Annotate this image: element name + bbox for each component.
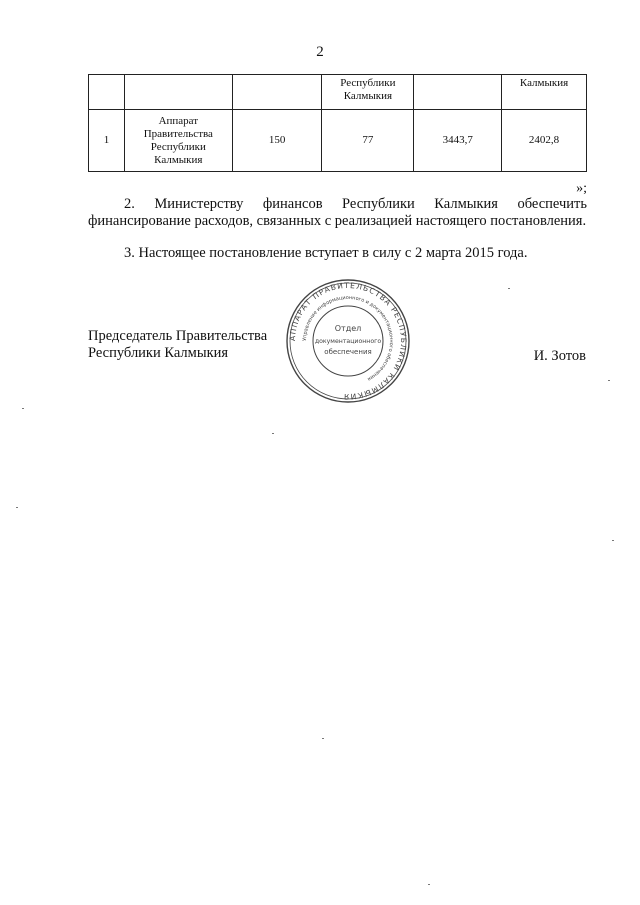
table-cell: Республики Калмыкия — [322, 75, 414, 110]
stamp-center-line-3: обеспечения — [324, 348, 372, 356]
scan-speck — [508, 288, 510, 289]
paragraph-2: 2. Министерству финансов Республики Калмыкия обеспечить финансирование расходов, связанных с реализацией настоящего постановления. — [88, 196, 587, 229]
table-cell — [89, 75, 125, 110]
stamp-center-line-1: Отдел — [334, 324, 362, 333]
table-cell: 77 — [322, 110, 414, 172]
table-cell — [414, 75, 502, 110]
table-cell: 1 — [89, 110, 125, 172]
signer-title-line-2: Республики Калмыкия — [88, 345, 229, 361]
scan-speck — [272, 433, 274, 434]
page-number: 2 — [316, 44, 324, 60]
stamp-inner-text: Управление информационного и документационного обеспечения — [301, 294, 395, 382]
scan-speck — [608, 380, 610, 381]
table-cell: 3443,7 — [414, 110, 502, 172]
closing-quote: »; — [576, 181, 587, 196]
table-cell: Аппарат Правительства Республики Калмыкия — [124, 110, 232, 172]
stamp-outer-text: АППАРАТ ПРАВИТЕЛЬСТВА РЕСПУБЛИКИ КАЛМЫКИЯ — [287, 280, 409, 402]
table-cell: Калмыкия — [502, 75, 587, 110]
table-cell: 2402,8 — [502, 110, 587, 172]
scan-speck — [22, 408, 24, 409]
table-cell — [232, 75, 322, 110]
table-row — [89, 110, 587, 172]
signer-name: И. Зотов — [533, 348, 586, 364]
signer-title-line-1: Председатель Правительства — [88, 328, 268, 344]
scan-speck — [428, 884, 430, 885]
paragraph-3: 3. Настоящее постановление вступает в силу с 2 марта 2015 года. — [124, 245, 528, 261]
table-cell: 150 — [232, 110, 322, 172]
scan-speck — [16, 507, 18, 508]
table-row — [89, 75, 587, 110]
stamp-center-line-2: документационного — [314, 338, 382, 345]
signer-title — [88, 328, 267, 362]
scan-speck — [612, 540, 614, 541]
scan-speck — [322, 738, 324, 739]
table-cell — [124, 75, 232, 110]
budget-table — [88, 74, 587, 172]
official-stamp — [285, 278, 411, 404]
